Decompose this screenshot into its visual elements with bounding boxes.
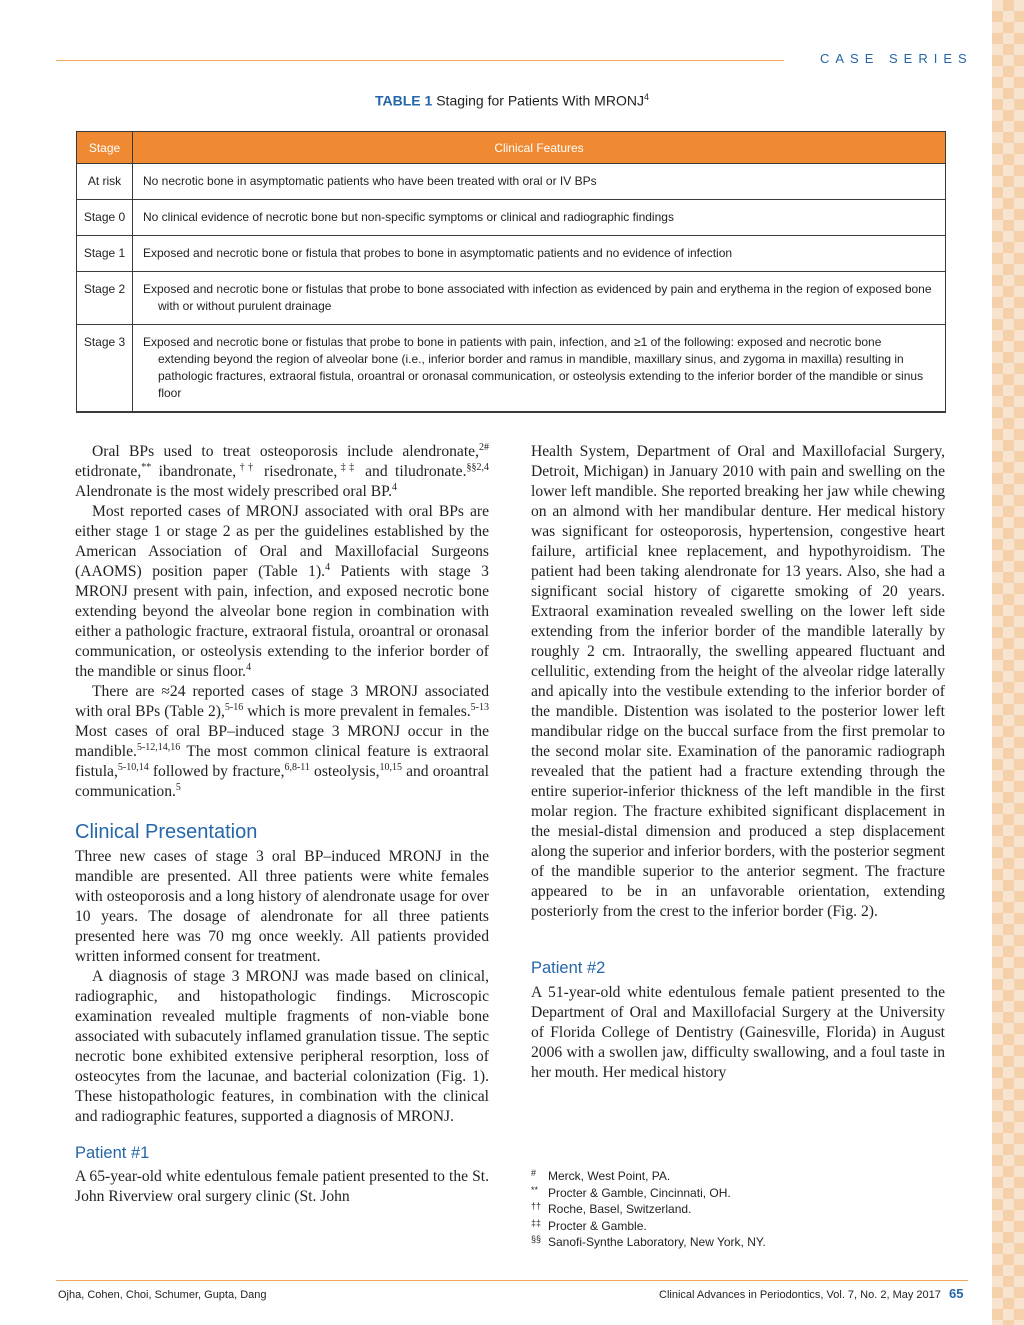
features-line: No clinical evidence of necrotic bone but non-specific symptoms or clinical and radiographic findings: [143, 210, 674, 224]
stage-cell: Stage 3: [77, 325, 133, 413]
text-run: risedronate,: [256, 463, 338, 480]
footnote-mark: #: [531, 1168, 537, 1178]
features-line: Exposed and necrotic bone or fistulas that probe to bone in patients with pain, infection, and ≥1 of the following: exposed and necrotic bone: [143, 335, 882, 349]
text-run: Alendronate is the most widely prescribed oral BP.: [75, 483, 393, 500]
citation: 5-13: [470, 701, 489, 713]
footnote-mark: **: [531, 1184, 539, 1195]
footer-authors: Ojha, Cohen, Choi, Schumer, Gupta, Dang: [58, 1289, 267, 1301]
footnote: [531, 1201, 945, 1218]
footnote: [531, 1168, 945, 1185]
staging-table: [76, 131, 946, 413]
citation: 5-10,14: [117, 761, 149, 773]
footer-rule: [56, 1280, 968, 1281]
paragraph-diagnosis: A diagnosis of stage 3 MRONJ was made based on clinical, radiographic, and histopathologic findings. Microscopic examination revealed multiple fragments of non-viable bone associated with subacutely inflamed granulation tissue. The septic necrotic bone exhibited extensive peripheral resorption, loss of osteocytes from the lacunae, and bacterial colonization (Fig. 1). These histopathologic features, in combination with the clinical and radiographic features, supported a diagnosis of MRONJ.: [75, 968, 489, 1125]
footer-journal: Clinical Advances in Periodontics, Vol. 7, No. 2, May 2017: [659, 1289, 941, 1301]
text-run: Patients with stage 3 MRONJ present with pain, infection, and exposed necrotic bone extending beyond the alveolar bone region in combination with either a pathologic fracture, extraoral fistula, oroantral or oronasal communication, or osteolysis extending to the inferior border of the mandible or sinus floor.: [75, 563, 489, 680]
features-line: No necrotic bone in asymptomatic patients who have been treated with oral or IV BPs: [143, 174, 597, 188]
table-caption: [0, 92, 1024, 109]
citation: **: [141, 461, 152, 473]
section-heading-clinical-presentation: Clinical Presentation: [75, 821, 258, 843]
decorative-edge-strip: [992, 0, 1024, 1325]
footnote: [531, 1234, 945, 1251]
citation: 5-12,14,16: [136, 741, 181, 753]
stage-cell: Stage 1: [77, 236, 133, 272]
footnote-mark: §§: [531, 1234, 542, 1244]
left-column: [75, 442, 489, 1207]
text-run: There are ≈24 reported cases of stage 3 MRONJ associated with oral BPs (Table 2),: [75, 683, 489, 720]
citation: 5: [175, 781, 181, 793]
column-header-clinical-features: Clinical Features: [133, 132, 946, 164]
text-run: Most reported cases of MRONJ associated with oral BPs are either stage 1 or stage 2 as per the guidelines established by the American Association of Oral and Maxillofacial Surgeons (AAOMS) position paper (Table 1).: [75, 503, 489, 580]
citation: ††: [236, 461, 257, 473]
citation: 2#: [479, 441, 489, 453]
subheading-patient-1: Patient #1: [75, 1144, 150, 1162]
text-run: The most common clinical feature is extraoral fistula,: [75, 743, 489, 780]
footnote: [531, 1218, 945, 1235]
text-run: Oral BPs used to treat osteoporosis include alendronate,: [92, 443, 479, 460]
table-row: [77, 164, 946, 200]
text-run: etidronate,: [75, 463, 142, 480]
citation: ‡‡: [337, 461, 358, 473]
column-header-stage: Stage: [77, 132, 133, 164]
footnote-mark: ‡‡: [531, 1217, 542, 1228]
features-cell: [133, 200, 946, 236]
paragraph-stage3-cases: [75, 682, 489, 802]
text-run: ibandronate,: [151, 463, 237, 480]
citation: 4: [246, 661, 252, 673]
text-run: osteolysis,: [309, 763, 380, 780]
features-cell: [133, 272, 946, 325]
paragraph-oral-bps: [75, 442, 489, 502]
text-run: followed by fracture,: [148, 763, 285, 780]
footnote-mark: ††: [531, 1201, 542, 1211]
citation: 10,15: [379, 761, 402, 773]
paragraph-patient-1-history: Health System, Department of Oral and Maxillofacial Surgery, Detroit, Michigan) in January 2010 with pain and swelling on the lower left mandible. She reported breaking her jaw while chewing on an almond with her mandibular denture. Her medical history was significant for osteoporosis, hypertension, congestive heart failure, artificial knee replacement, and hypothyroidism. The patient had been taking alendronate for 13 years. Also, she had a significant social history of cigarette smoking of 20 years. Extraoral examination revealed swelling on the lower left side extending from the inferior border of the mandible laterally by roughly 2 cm. Intraorally, the swelling appeared fluctuant and cellulitic, extending from the height of the alveolar ridge laterally and apically into the vestibule extending to the inferior border of the mandible. Distention was isolated to the posterior lower left mandibular ridge on the buccal surface from the first premolar to the second molar site. Examination of the panoramic radiograph revealed that the patient had a fracture extending through the entire superior-inferior thickness of the left mandible in the first molar region. The fracture exhibited significant displacement in the mesial-distal dimension and produced a step displacement along the superior and inferior borders, with the posterior segment of the mandible superior to the anterior segment. The fracture appeared to be in an unfavorable orientation, extending posteriorly from the crest to the inferior border (Fig. 2).: [531, 443, 945, 920]
text-run: and tiludronate.: [357, 463, 467, 480]
text-run: and oroantral communication.: [75, 763, 489, 800]
paragraph-reported-cases: [75, 502, 489, 682]
features-line: floor: [158, 386, 182, 400]
table-header-row: [77, 132, 946, 164]
paragraph-patient-2-intro: A 51-year-old white edentulous female patient presented to the Department of Oral and Maxillofacial Surgery at the University of Florida College of Dentistry (Gainesville, Florida) in August 2006 with a swollen jaw, difficulty swallowing, and a foul taste in her mouth. Her medical history: [531, 984, 945, 1081]
table-row: [77, 200, 946, 236]
features-line: Exposed and necrotic bone or fistula that probes to bone in asymptomatic patients and no evidence of infection: [143, 246, 733, 260]
footnotes: [531, 1168, 945, 1251]
text-run: which is more prevalent in females.: [243, 703, 471, 720]
citation: §§2,4: [466, 461, 489, 473]
features-line: Exposed and necrotic bone or fistulas that probe to bone associated with infection as evidenced by pain and erythema in the region of exposed bone: [143, 282, 932, 296]
features-line: extending beyond the region of alveolar bone (i.e., inferior border and ramus in mandible, maxillary sinus, and zygoma in maxilla) resulting in: [158, 352, 904, 366]
footnote-text: Merck, West Point, PA.: [548, 1169, 671, 1183]
table-title: Staging for Patients With MRONJ: [436, 92, 644, 109]
citation: 4: [325, 561, 331, 573]
features-line: pathologic fractures, extraoral fistula, oroantral or oronasal communication, or osteolysis extending to the inferior border of the mandible or sinus: [158, 369, 924, 383]
table-row: [77, 272, 946, 325]
footnote-text: Roche, Basel, Switzerland.: [548, 1202, 692, 1216]
features-cell: [133, 325, 946, 413]
stage-cell: Stage 2: [77, 272, 133, 325]
footnote: [531, 1185, 945, 1202]
footnote-text: Sanofi-Synthe Laboratory, New York, NY.: [548, 1235, 766, 1249]
subheading-patient-2: Patient #2: [531, 959, 606, 977]
page-number: 65: [949, 1286, 964, 1301]
table-row: [77, 325, 946, 413]
citation: 4: [392, 481, 398, 493]
table-title-ref: 4: [643, 92, 649, 102]
header-rule: [56, 60, 784, 61]
footnote-text: Procter & Gamble, Cincinnati, OH.: [548, 1185, 731, 1200]
stage-cell: At risk: [77, 164, 133, 200]
text-run: Most cases of oral BP–induced stage 3 MRONJ occur in the mandible.: [75, 723, 489, 760]
table-row: [77, 236, 946, 272]
right-column: [531, 442, 945, 1083]
footnote-text: Procter & Gamble.: [548, 1218, 647, 1233]
citation: 6,8-11: [284, 761, 310, 773]
paragraph-three-cases: Three new cases of stage 3 oral BP–induced MRONJ in the mandible are presented. All three patients were white females with osteoporosis and a long history of alendronate usage for over 10 years. The dosage of alendronate for all three patients presented here was 70 mg once weekly. All patients provided written informed consent for treatment.: [75, 848, 489, 965]
paragraph-patient-1-intro: A 65-year-old white edentulous female patient presented to the St. John Riverview oral surgery clinic (St. John: [75, 1168, 489, 1205]
table-number: TABLE 1: [375, 92, 433, 109]
section-label: CASE SERIES: [820, 51, 973, 66]
stage-cell: Stage 0: [77, 200, 133, 236]
citation: 5-16: [224, 701, 244, 713]
features-cell: [133, 164, 946, 200]
features-cell: [133, 236, 946, 272]
features-line: with or without purulent drainage: [158, 299, 332, 313]
